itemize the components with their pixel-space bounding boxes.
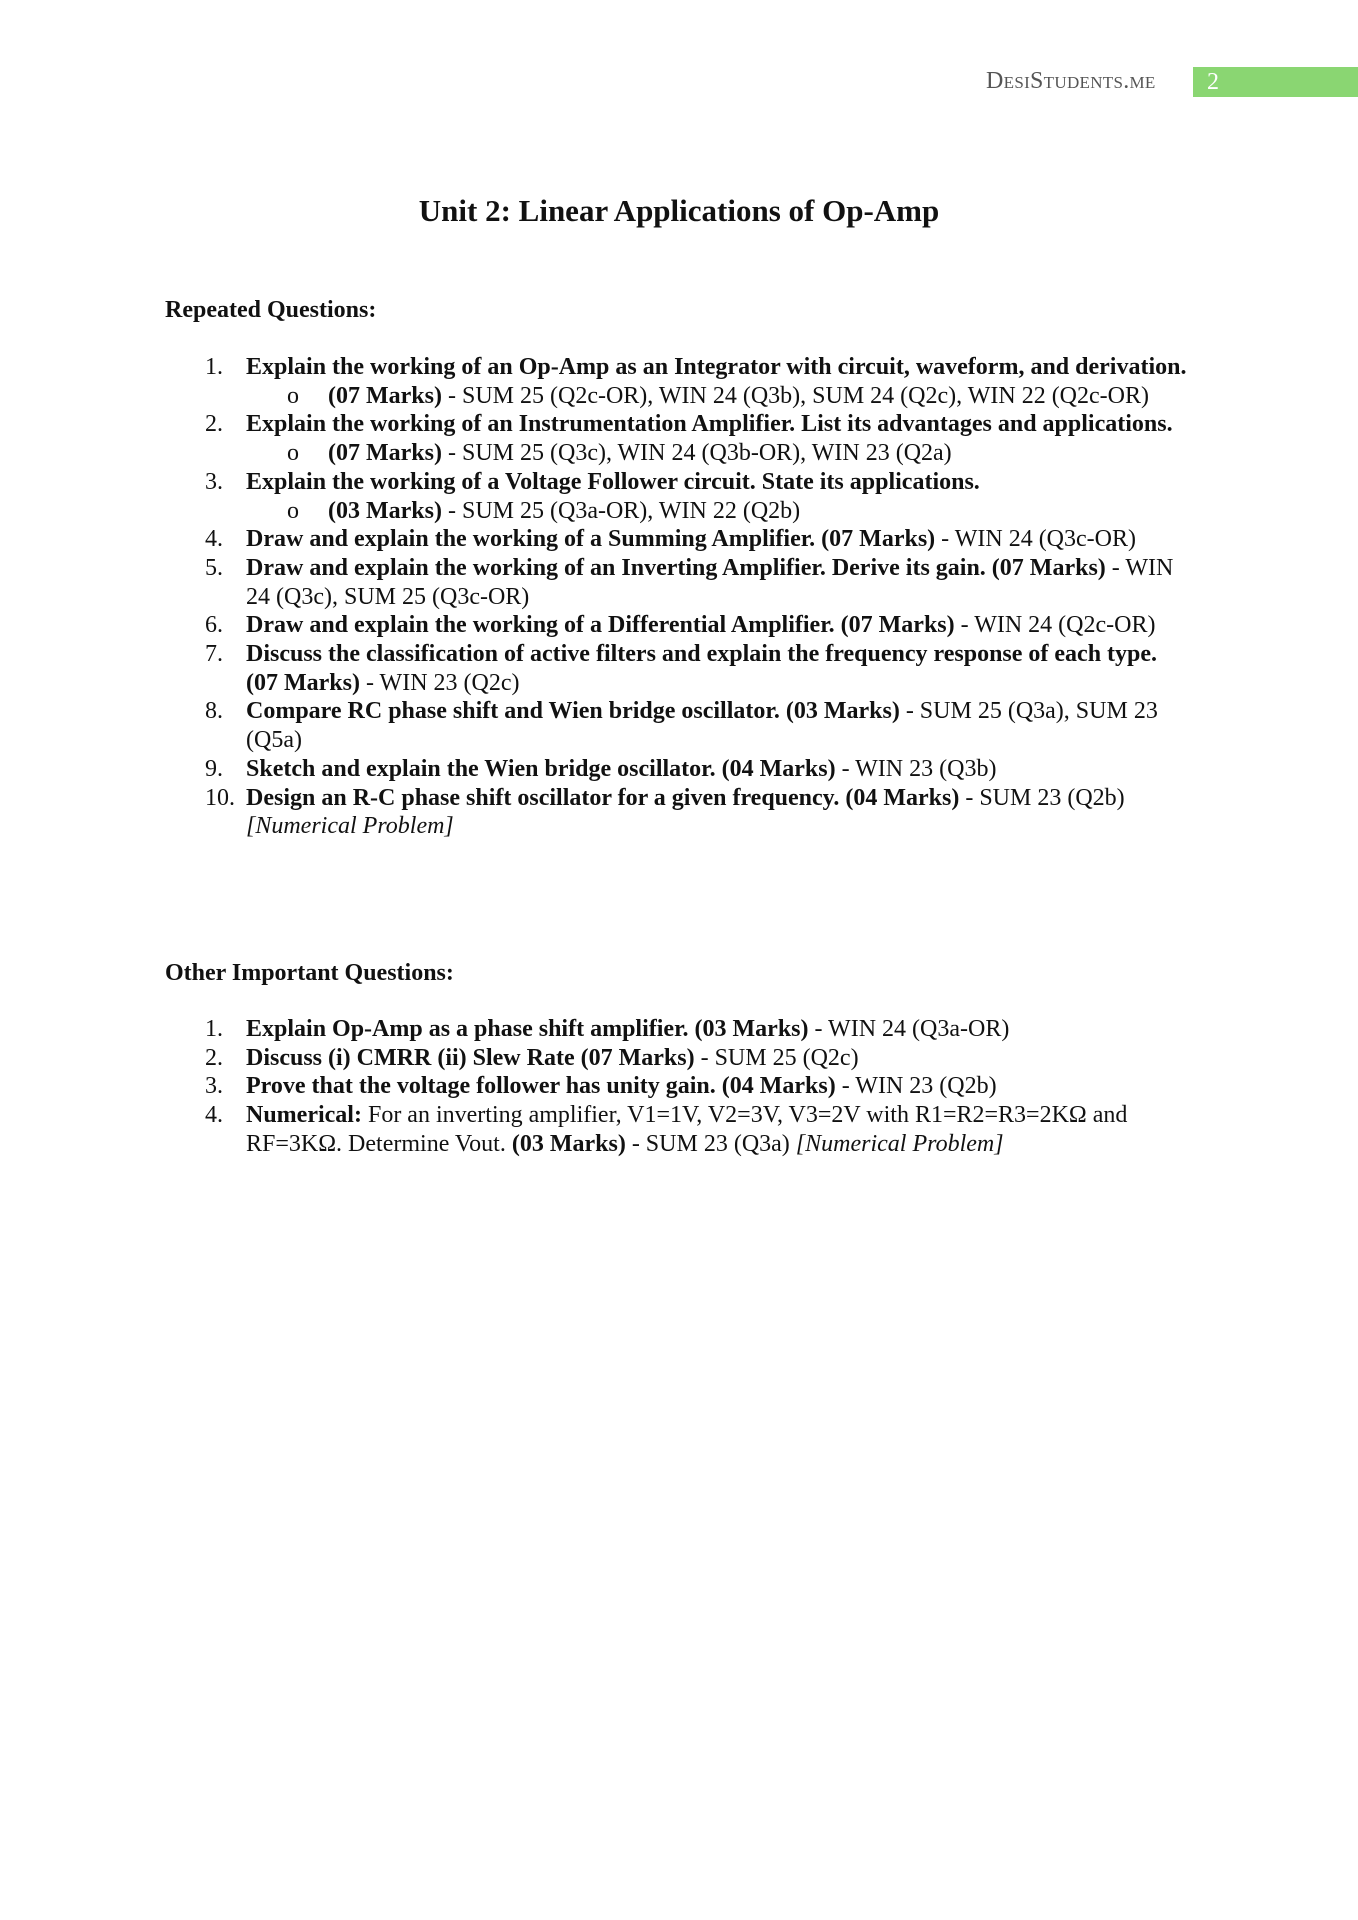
question-text: - WIN 24 (Q3c), SUM 25 (Q3c-OR) (246, 554, 1174, 610)
item-number: 4. (205, 1102, 223, 1129)
question-text: - SUM 25 (Q3a), SUM 23 (Q5a) (246, 698, 1158, 754)
page-number-badge: 2 (1193, 67, 1358, 97)
item-number: 1. (205, 1016, 223, 1042)
question-item (205, 468, 1195, 497)
question-text: [Numerical Problem] (246, 813, 454, 840)
question-text: Discuss the classification of active filters and explain the frequency response of each type. (07 Marks) (246, 641, 1158, 696)
repeated-questions-list (205, 353, 1195, 841)
question-text: Draw and explain the working of an Inverting Amplifier. Derive its gain. (07 Marks) (246, 554, 1106, 581)
question-text: Compare RC phase shift and Wien bridge oscillator. (03 Marks) (246, 698, 900, 725)
item-number: 8. (205, 698, 223, 725)
marks-text: - SUM 25 (Q3c), WIN 24 (Q3b-OR), WIN 23 (Q2a) (441, 440, 952, 467)
question-item (205, 697, 1195, 754)
item-number: 1. (205, 354, 223, 380)
marks-text: (07 Marks) (328, 382, 442, 409)
item-number: 2. (205, 411, 223, 438)
question-text: - WIN 24 (Q3a-OR) (808, 1016, 1010, 1042)
marks-text: (03 Marks) (328, 497, 442, 524)
marks-sub-item (205, 497, 1195, 526)
question-text: - WIN 23 (Q3b) (835, 755, 997, 782)
question-text: Discuss (i) CMRR (ii) Slew Rate (07 Marks) (246, 1044, 695, 1071)
question-text: - SUM 23 (Q2b) (959, 784, 1125, 811)
question-text: - WIN 24 (Q2c-OR) (954, 612, 1156, 639)
question-item (205, 611, 1195, 640)
question-item (205, 554, 1195, 611)
marks-sub-item (205, 439, 1195, 468)
marks-text: (07 Marks) (328, 440, 442, 467)
question-item (205, 784, 1195, 841)
question-text: - WIN 24 (Q3c-OR) (935, 526, 1136, 553)
question-item (205, 640, 1195, 697)
question-item (205, 410, 1195, 439)
question-text: Prove that the voltage follower has unity gain. (04 Marks) (246, 1073, 836, 1100)
bullet-icon: o (287, 497, 299, 524)
other-questions-list (205, 1015, 1195, 1159)
marks-sub-item (205, 382, 1195, 411)
page-title: Unit 2: Linear Applications of Op-Amp (418, 193, 940, 228)
question-text: Draw and explain the working of a Summing Amplifier. (07 Marks) (246, 526, 936, 553)
item-number: 9. (205, 755, 223, 782)
question-item (205, 1015, 1195, 1044)
item-number: 5. (205, 554, 223, 581)
question-text: For an inverting amplifier, V1=1V, V2=3V, V3=2V with R1=R2=R3=2KΩ and RF=3KΩ. Determine Vout. (246, 1102, 1128, 1157)
question-item (205, 1072, 1195, 1101)
item-number: 10. (205, 784, 235, 811)
question-text: Sketch and explain the Wien bridge oscillator. (04 Marks) (246, 755, 836, 782)
item-number: 3. (205, 1073, 223, 1100)
item-number: 3. (205, 468, 223, 495)
section-heading-repeated: Repeated Questions: (165, 297, 377, 323)
bullet-icon: o (287, 440, 299, 467)
question-text: Design an R-C phase shift oscillator for a given frequency. (04 Marks) (246, 784, 960, 811)
bullet-icon: o (287, 382, 299, 409)
question-text: Draw and explain the working of a Differential Amplifier. (07 Marks) (246, 612, 955, 639)
item-number: 6. (205, 612, 223, 639)
question-text: Explain the working of an Instrumentation Amplifier. List its advantages and applications. (246, 411, 1173, 438)
marks-text: - SUM 25 (Q2c-OR), WIN 24 (Q3b), SUM 24 (Q2c), WIN 22 (Q2c-OR) (441, 382, 1149, 409)
item-number: 7. (205, 641, 223, 668)
item-number: 2. (205, 1044, 223, 1071)
question-text: - WIN 23 (Q2b) (835, 1073, 997, 1100)
question-item (205, 1044, 1195, 1073)
item-number: 4. (205, 526, 223, 553)
section-heading-other: Other Important Questions: (165, 960, 454, 986)
question-item (205, 353, 1195, 382)
question-text: - SUM 25 (Q2c) (694, 1044, 859, 1071)
question-text: Explain the working of an Op-Amp as an Integrator with circuit, waveform, and derivation. (246, 354, 1187, 380)
question-text: [Numerical Problem] (795, 1130, 1004, 1157)
question-text: (03 Marks) (511, 1130, 626, 1157)
marks-text: - SUM 25 (Q3a-OR), WIN 22 (Q2b) (441, 497, 801, 524)
question-text: - WIN 23 (Q2c) (359, 669, 520, 696)
question-item (205, 1101, 1195, 1158)
question-text: Explain Op-Amp as a phase shift amplifier. (03 Marks) (246, 1016, 809, 1042)
question-item (205, 525, 1195, 554)
site-name: DesiStudents.me (986, 68, 1156, 94)
question-text: Numerical: (246, 1102, 362, 1129)
question-text: Explain the working of a Voltage Follower circuit. State its applications. (246, 468, 980, 495)
question-item (205, 755, 1195, 784)
question-text: - SUM 23 (Q3a) (625, 1130, 796, 1157)
